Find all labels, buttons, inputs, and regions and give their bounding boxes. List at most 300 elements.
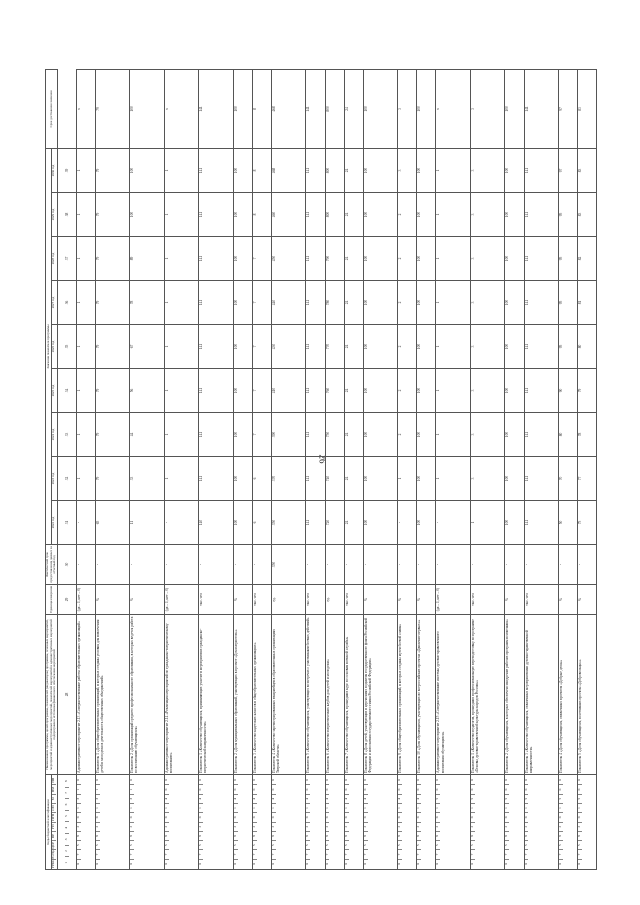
row-final: 24	[344, 69, 363, 148]
code-cell: 1	[77, 804, 81, 813]
row-value: 82	[578, 237, 597, 281]
column-number: 34	[57, 369, 76, 413]
row-name: Показатель 3 «Количество кадетских классов в общеобразовательных организациях»	[252, 615, 271, 775]
table-row	[95, 69, 129, 869]
row-value: 83	[578, 148, 597, 192]
row-unit: ед.	[325, 585, 344, 615]
row-value: 79	[95, 148, 129, 192]
code-cell: 2	[130, 823, 134, 832]
row-value: 100	[233, 237, 252, 281]
code-cell: 1	[417, 804, 421, 813]
year-label: 2028 год	[51, 237, 57, 281]
row-unit: тыс. чел	[306, 585, 325, 615]
code-cell: 7	[199, 850, 203, 859]
row-unit: тыс. чел	[470, 585, 504, 615]
code-cell: 7	[525, 850, 529, 859]
row-unit: %	[398, 585, 417, 615]
row-value: 1	[76, 369, 95, 413]
code-cell: 1	[436, 804, 440, 813]
row-value: 141	[524, 193, 558, 237]
row-value: 141	[524, 369, 558, 413]
row-codes	[76, 775, 95, 870]
code-cell: 0	[199, 785, 203, 794]
code-cell: 2	[364, 823, 368, 832]
row-value: 1	[76, 457, 95, 501]
row-value: 7	[252, 325, 271, 369]
row-value: 79	[578, 369, 597, 413]
code-cell: 0	[75, 863, 80, 865]
row-name: Показатель 7 «Количество обучающихся, прошедших курс по основам военной службы»	[344, 615, 363, 775]
column-number: 2	[65, 846, 69, 858]
code-cell: 4	[398, 795, 402, 804]
row-value: 100	[130, 148, 164, 192]
code-cell: 0	[471, 776, 475, 785]
row-value: 100	[233, 501, 252, 545]
year-label: 2025 год	[51, 369, 57, 413]
row-final: 79	[95, 69, 129, 148]
row-value: 1	[436, 413, 470, 457]
row-name: Показатель 2 «Доля организаций среднего профессионального образования, в которых ведется работа по воспитанию обучающихся»	[130, 615, 164, 775]
code-cell: 2	[345, 823, 349, 832]
row-value: 1	[436, 325, 470, 369]
row-value: 2	[398, 413, 417, 457]
row-value: 141	[524, 325, 558, 369]
year-label: 2027 год	[51, 281, 57, 325]
code-cell: 0	[505, 813, 509, 822]
table-row	[417, 69, 436, 869]
row-value: 370	[271, 457, 305, 501]
row-actual: -	[524, 545, 558, 585]
row-value: 100	[233, 148, 252, 192]
row-value: 83	[578, 193, 597, 237]
column-number: 3	[65, 834, 69, 846]
row-value: 1	[164, 281, 198, 325]
code-cell: 0	[306, 785, 310, 794]
code-cell: 0	[436, 776, 440, 785]
row-codes	[252, 775, 271, 870]
code-cell: 8	[436, 832, 440, 841]
row-actual: -	[417, 545, 436, 585]
code-cell: 5	[326, 841, 330, 850]
row-value: 65	[95, 501, 129, 545]
code-cell: 5	[77, 841, 81, 850]
row-name: Показатель 5 «Доля обучающихся, посетивших проекты «Добровольцы»»	[578, 615, 597, 775]
program-table	[45, 69, 597, 870]
code-cell: 8	[578, 832, 582, 841]
column-number: 36	[57, 281, 76, 325]
code-cell: 1	[96, 804, 100, 813]
rotated-table-container	[45, 70, 595, 870]
row-actual: -	[470, 545, 504, 585]
year-label: 2024 год	[51, 413, 57, 457]
row-codes	[164, 775, 198, 870]
code-cell: 7	[130, 850, 134, 859]
row-value: 141	[306, 237, 325, 281]
code-cell: 5	[505, 795, 509, 804]
code-cell: 0	[505, 776, 509, 785]
code-cell: 0	[326, 813, 330, 822]
code-cell: 0	[525, 813, 529, 822]
row-value: 720	[325, 501, 344, 545]
row-codes	[505, 775, 524, 870]
row-value: 1	[164, 457, 198, 501]
code-cell: 0	[345, 813, 349, 822]
row-value: 1	[164, 325, 198, 369]
code-col-label: ГРБС	[51, 859, 56, 868]
row-value: 450	[271, 237, 305, 281]
code-cell: 1	[130, 804, 134, 813]
code-cell: 0	[343, 863, 348, 865]
code-cell: 7	[471, 850, 475, 859]
code-cell: 4	[417, 795, 421, 804]
code-cell: 4	[272, 795, 276, 804]
row-value: 79	[95, 413, 129, 457]
row-value: 141	[524, 501, 558, 545]
code-cell: 5	[130, 841, 134, 850]
row-name: Показатель 10 «Доля обучающихся, участвующих во всероссийских проектах «Движение первых»»	[417, 615, 436, 775]
header-actual: Фактический срок предоставления данных за отчетный год	[45, 546, 57, 583]
code-cell: 0	[77, 813, 81, 822]
row-value: 1	[76, 193, 95, 237]
code-cell: 5	[253, 841, 257, 850]
code-cell: 5	[417, 841, 421, 850]
code-cell: 5	[559, 841, 563, 850]
row-value: 141	[199, 281, 233, 325]
row-value: 141	[199, 148, 233, 192]
code-cell: 0	[558, 863, 562, 865]
row-value: 141	[199, 325, 233, 369]
row-value: 141	[306, 501, 325, 545]
code-cell: 8	[199, 832, 203, 841]
code-cell: 5	[436, 795, 440, 804]
code-cell: 2	[165, 823, 169, 832]
row-value: 440	[271, 281, 305, 325]
row-value: 468	[271, 148, 305, 192]
row-value: 6	[252, 457, 271, 501]
code-cell: 4	[234, 795, 238, 804]
row-actual: -	[306, 545, 325, 585]
row-value: 80	[559, 413, 578, 457]
code-cell: 0	[578, 785, 582, 794]
row-value: 790	[325, 237, 344, 281]
row-final: 100	[233, 69, 252, 148]
column-number: 32	[57, 457, 76, 501]
row-value: 1	[164, 148, 198, 192]
row-value: 1	[470, 501, 504, 545]
row-codes	[578, 775, 597, 870]
code-cell: 7	[364, 850, 368, 859]
code-cell: 8	[234, 832, 238, 841]
row-codes	[325, 775, 344, 870]
row-value: 2	[398, 237, 417, 281]
row-codes	[344, 775, 363, 870]
code-cell: 4	[165, 795, 169, 804]
code-cell: 8	[253, 832, 257, 841]
code-cell: 8	[272, 832, 276, 841]
code-cell: 5	[306, 841, 310, 850]
row-name: Показатель 4 «Доля обучающихся, охваченных проектом «Добрые дела»»	[559, 615, 578, 775]
row-value: 78	[130, 281, 164, 325]
row-value: 1	[164, 237, 198, 281]
row-value: 100	[417, 281, 436, 325]
code-cell: 0	[398, 785, 402, 794]
row-value: 79	[95, 369, 129, 413]
row-value: 140	[199, 501, 233, 545]
code-cell: 2	[436, 823, 440, 832]
row-value: 460	[271, 193, 305, 237]
code-cell: 2	[306, 823, 310, 832]
code-cell: 8	[345, 832, 349, 841]
row-value: 3	[470, 281, 504, 325]
year-label: 2029 год	[51, 193, 57, 237]
code-cell: 7	[306, 850, 310, 859]
code-cell: 0	[417, 813, 421, 822]
row-actual: -	[199, 545, 233, 585]
code-cell: 1	[253, 804, 257, 813]
row-value: 78	[578, 413, 597, 457]
row-value: 79	[95, 281, 129, 325]
row-value: 7	[252, 237, 271, 281]
table-row	[130, 69, 164, 869]
row-value: -	[164, 501, 198, 545]
code-cell: 0	[165, 785, 169, 794]
code-cell: 5	[525, 795, 529, 804]
code-cell: 7	[505, 850, 509, 859]
code-cell: 2	[199, 823, 203, 832]
column-number: 33	[57, 413, 76, 457]
row-value: 141	[199, 413, 233, 457]
row-value: 1	[164, 413, 198, 457]
code-cell: 1	[578, 804, 582, 813]
code-cell: 0	[345, 785, 349, 794]
row-value: 100	[233, 369, 252, 413]
year-label: 2030 год	[51, 148, 57, 192]
row-value: 141	[306, 281, 325, 325]
table-row	[470, 69, 504, 869]
column-number: 30	[57, 545, 76, 585]
code-col-label: ЦСР	[51, 841, 56, 849]
code-cell: 8	[525, 832, 529, 841]
row-value: 100	[363, 148, 397, 192]
row-value: 3	[470, 325, 504, 369]
code-col-label: ПГП	[51, 813, 56, 821]
row-value: 79	[95, 237, 129, 281]
code-cell: 0	[416, 863, 421, 865]
row-value: 100	[505, 413, 524, 457]
code-col-label: ГП	[52, 823, 56, 832]
row-value: 100	[505, 501, 524, 545]
row-value: 79	[95, 325, 129, 369]
column-number-codes	[57, 775, 76, 870]
row-value: 24	[344, 501, 363, 545]
table-row	[436, 69, 470, 869]
column-number: 8	[65, 776, 69, 788]
row-value: 100	[417, 325, 436, 369]
code-cell: 0	[435, 863, 440, 865]
row-value: 1	[76, 325, 95, 369]
code-cell: 1	[398, 804, 402, 813]
row-value: 2	[398, 325, 417, 369]
row-value: 1	[436, 237, 470, 281]
code-cell: 0	[234, 813, 238, 822]
table-row	[271, 69, 305, 869]
code-cell: 7	[326, 850, 330, 859]
row-value: 800	[325, 148, 344, 192]
row-value: 6	[252, 501, 271, 545]
code-cell: 5	[96, 841, 100, 850]
row-value: 100	[417, 369, 436, 413]
row-value: 770	[325, 325, 344, 369]
code-cell: 0	[504, 863, 509, 865]
code-cell: 4	[326, 795, 330, 804]
row-value: 141	[524, 281, 558, 325]
row-actual: -	[164, 545, 198, 585]
column-number: 29	[57, 585, 76, 615]
code-cell: 8	[559, 832, 563, 841]
row-value: 100	[505, 193, 524, 237]
row-name: Показатель 8 «Доля детей, участвующих в церемониях поднятия государственного флага Российской Федерации и исполнения государственного гимна Российской Федерации»	[363, 615, 397, 775]
code-cell: 0	[270, 863, 275, 865]
code-cell: 0	[364, 776, 368, 785]
code-cell: 0	[129, 863, 134, 865]
row-name: Показатель 2 «Доля муниципальных образований, участвующих в проекте «Дом патриотов»»	[233, 615, 252, 775]
row-value: 100	[417, 501, 436, 545]
code-cell: 7	[417, 850, 421, 859]
row-final: 83	[578, 69, 597, 148]
row-value: 24	[344, 413, 363, 457]
row-final: 141	[199, 69, 233, 148]
code-cell: 2	[505, 823, 509, 832]
code-cell: 0	[398, 813, 402, 822]
table-row	[76, 69, 95, 869]
code-cell: 2	[96, 823, 100, 832]
row-unit: %	[95, 585, 129, 615]
code-col-label: ПН	[52, 776, 56, 785]
row-value: 79	[95, 193, 129, 237]
code-cell: 0	[272, 813, 276, 822]
code-cell: 5	[578, 841, 582, 850]
row-actual: -	[76, 545, 95, 585]
code-col-label: ПМ	[52, 785, 56, 794]
row-value: 141	[306, 369, 325, 413]
row-value: 24	[344, 237, 363, 281]
row-value: 100	[505, 148, 524, 192]
row-value: 141	[524, 148, 558, 192]
year-label: 2026 год	[51, 325, 57, 369]
row-value: 141	[306, 148, 325, 192]
code-cell: 8	[364, 832, 368, 841]
code-cell: 0	[559, 813, 563, 822]
row-actual: -	[578, 545, 597, 585]
row-final: 468	[271, 69, 305, 148]
row-value: 33	[130, 457, 164, 501]
code-cell: 4	[199, 795, 203, 804]
code-col-label: ВР	[52, 832, 56, 841]
code-cell: 4	[364, 795, 368, 804]
row-value: 141	[199, 193, 233, 237]
row-value: 8	[252, 148, 271, 192]
row-value: 95	[559, 325, 578, 369]
row-value: 100	[363, 457, 397, 501]
code-cell: 0	[525, 776, 529, 785]
row-unit: тыс. чел	[199, 585, 233, 615]
code-cell: 0	[559, 785, 563, 794]
row-final: 97	[559, 69, 578, 148]
row-value: 100	[505, 281, 524, 325]
header-unit: Единица измерения	[46, 585, 58, 615]
row-value: 100	[363, 369, 397, 413]
code-cell: 0	[94, 863, 99, 865]
row-value: 81	[578, 281, 597, 325]
row-value: 100	[233, 457, 252, 501]
row-value: 1	[436, 193, 470, 237]
table-row	[559, 69, 578, 869]
code-cell: 0	[469, 863, 474, 865]
column-number: 6	[65, 799, 69, 811]
code-cell: 5	[272, 841, 276, 850]
column-number: 31	[57, 501, 76, 545]
table-row	[505, 69, 524, 869]
code-cell: 2	[417, 823, 421, 832]
row-value: 24	[344, 148, 363, 192]
code-cell: 7	[77, 850, 81, 859]
code-col-label: М	[52, 795, 56, 804]
table-row	[344, 69, 363, 869]
code-cell: 0	[578, 776, 582, 785]
code-cell: 2	[471, 823, 475, 832]
row-value: 2	[398, 281, 417, 325]
row-value: 740	[325, 457, 344, 501]
row-value: 100	[505, 325, 524, 369]
row-value: 2	[398, 193, 417, 237]
row-value: 1	[436, 369, 470, 413]
code-cell: 8	[417, 832, 421, 841]
row-value: 77	[578, 457, 597, 501]
code-cell: 0	[436, 785, 440, 794]
row-value: 1	[164, 193, 198, 237]
row-value: 1	[76, 413, 95, 457]
row-actual: -	[233, 545, 252, 585]
code-cell: 7	[436, 850, 440, 859]
row-value: 1	[436, 148, 470, 192]
row-value: 141	[199, 237, 233, 281]
code-cell: 5	[364, 841, 368, 850]
row-unit: (да – 1, нет – 0)	[76, 585, 95, 615]
code-col-label: ОМ	[52, 804, 56, 813]
row-value: 80	[578, 325, 597, 369]
code-cell: 1	[96, 785, 100, 794]
row-codes	[398, 775, 417, 870]
row-value: 1	[436, 457, 470, 501]
row-value: 1	[398, 457, 417, 501]
row-codes	[306, 775, 325, 870]
row-codes	[417, 775, 436, 870]
code-cell: 0	[96, 776, 100, 785]
code-cell: 5	[436, 841, 440, 850]
row-codes	[470, 775, 504, 870]
code-cell: 5	[559, 795, 563, 804]
code-cell: 0	[165, 776, 169, 785]
row-name: Показатель 4 «Количество зарегистрированных юнармейцев в образовательных организациях Тверской области»	[271, 615, 305, 775]
code-cell: 0	[272, 776, 276, 785]
code-cell: 0	[525, 785, 529, 794]
row-codes	[363, 775, 397, 870]
code-cell: 2	[578, 823, 582, 832]
row-final: x	[76, 69, 95, 148]
row-value: 141	[306, 325, 325, 369]
code-cell: 1	[130, 785, 134, 794]
code-cell: 0	[163, 863, 168, 865]
